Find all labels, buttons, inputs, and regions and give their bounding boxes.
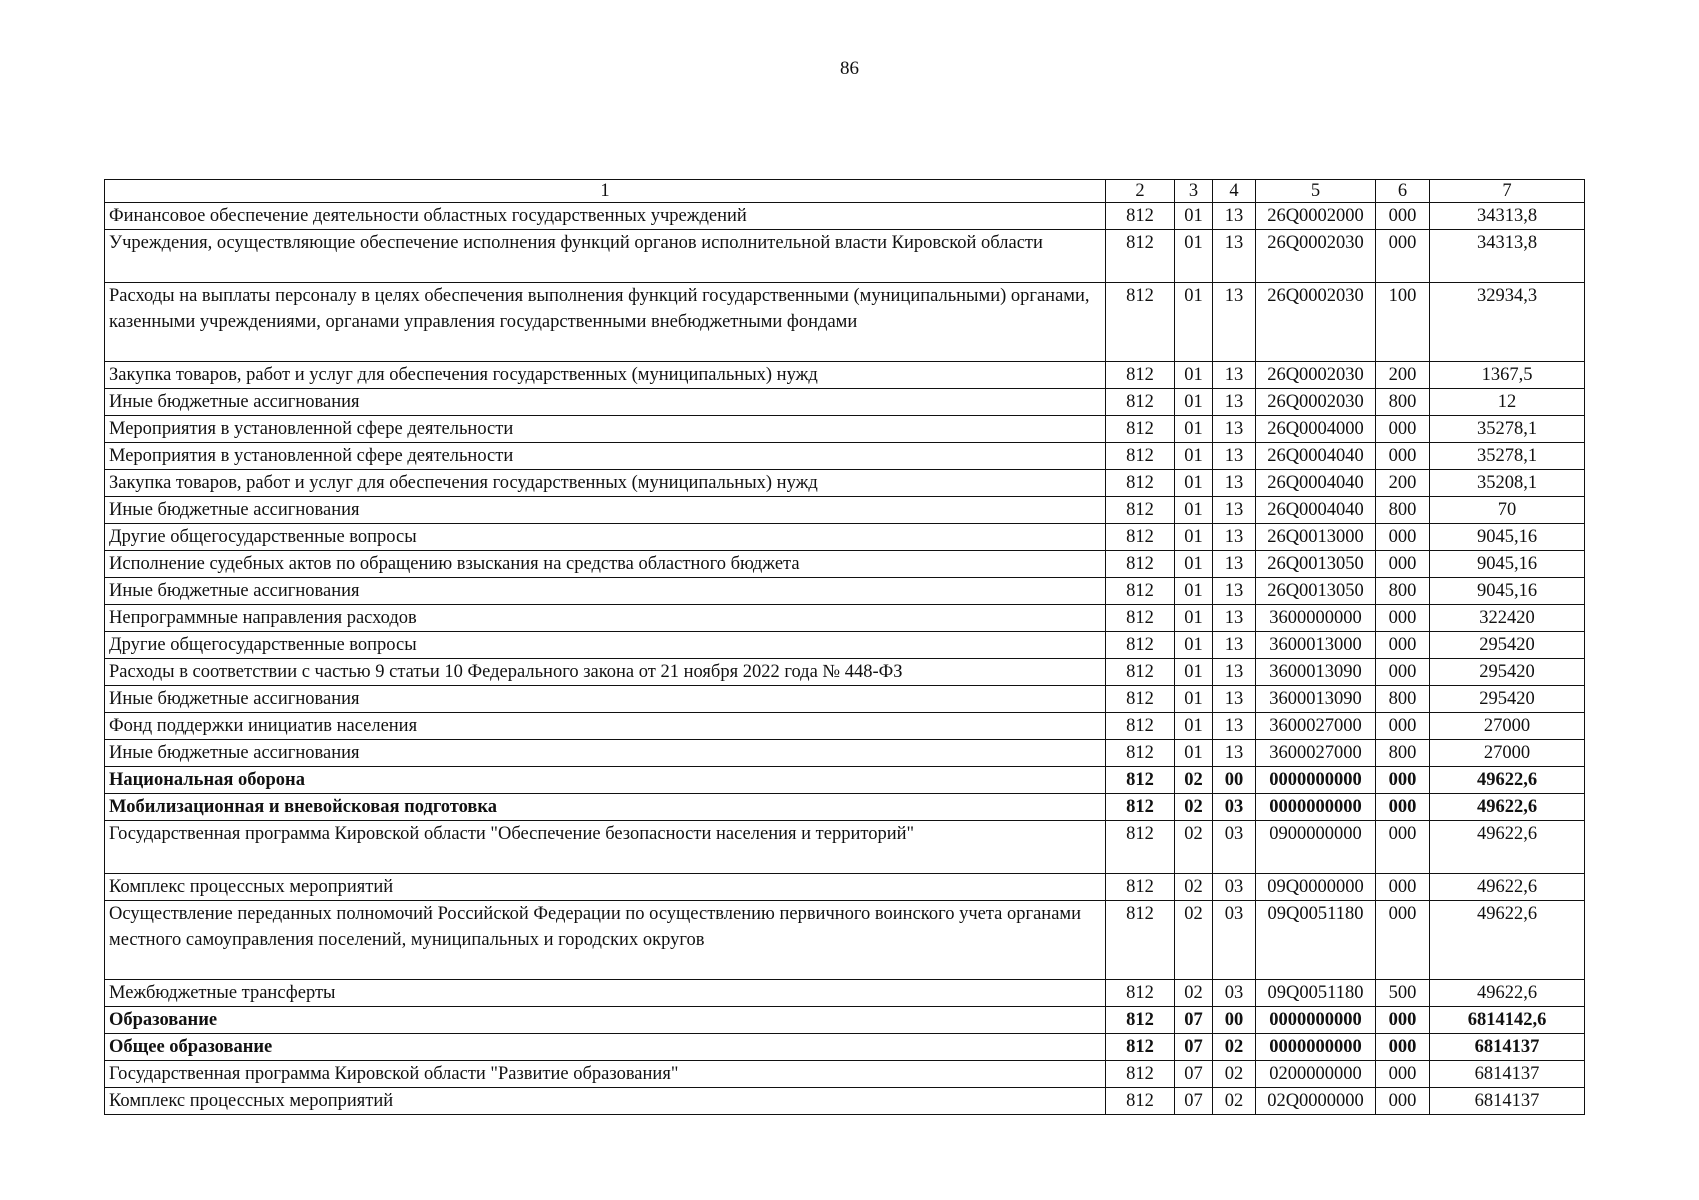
row-amount-cell: 12	[1430, 389, 1585, 416]
row-section-cell: 01	[1175, 443, 1213, 470]
row-subsection-cell: 13	[1213, 497, 1256, 524]
col-header-7: 7	[1430, 180, 1585, 203]
row-admin-code-cell: 812	[1106, 389, 1175, 416]
row-amount-cell: 49622,6	[1430, 901, 1585, 980]
row-expense-type-cell: 000	[1376, 767, 1430, 794]
row-target-article-cell: 26Q0002030	[1256, 362, 1376, 389]
row-amount-cell: 49622,6	[1430, 767, 1585, 794]
row-admin-code-cell: 812	[1106, 1061, 1175, 1088]
row-name-cell: Национальная оборона	[105, 767, 1106, 794]
budget-table	[104, 179, 1585, 1115]
table-row	[105, 767, 1585, 794]
row-target-article-cell: 0000000000	[1256, 1007, 1376, 1034]
row-name-cell: Осуществление переданных полномочий Российской Федерации по осуществлению первичного воинского учета органами местного самоуправления поселений, муниципальных и городских округов	[105, 901, 1106, 980]
row-amount-cell: 9045,16	[1430, 578, 1585, 605]
table-row	[105, 416, 1585, 443]
row-target-article-cell: 09Q0051180	[1256, 901, 1376, 980]
row-subsection-cell: 13	[1213, 605, 1256, 632]
row-target-article-cell: 0000000000	[1256, 1034, 1376, 1061]
row-name-cell: Мероприятия в установленной сфере деятельности	[105, 416, 1106, 443]
row-amount-cell: 295420	[1430, 632, 1585, 659]
row-name-cell: Комплекс процессных мероприятий	[105, 1088, 1106, 1115]
row-expense-type-cell: 000	[1376, 713, 1430, 740]
table-row	[105, 443, 1585, 470]
row-section-cell: 01	[1175, 551, 1213, 578]
table-row	[105, 659, 1585, 686]
row-section-cell: 01	[1175, 713, 1213, 740]
row-name-cell: Межбюджетные трансферты	[105, 980, 1106, 1007]
col-header-5: 5	[1256, 180, 1376, 203]
row-amount-cell: 9045,16	[1430, 524, 1585, 551]
row-subsection-cell: 13	[1213, 713, 1256, 740]
row-subsection-cell: 03	[1213, 821, 1256, 874]
row-name-cell: Учреждения, осуществляющие обеспечение исполнения функций органов исполнительной власти Кировской области	[105, 230, 1106, 283]
row-admin-code-cell: 812	[1106, 416, 1175, 443]
row-subsection-cell: 13	[1213, 632, 1256, 659]
row-subsection-cell: 13	[1213, 362, 1256, 389]
row-expense-type-cell: 000	[1376, 901, 1430, 980]
row-target-article-cell: 26Q0004040	[1256, 470, 1376, 497]
table-row	[105, 1088, 1585, 1115]
row-name-cell: Мобилизационная и вневойсковая подготовка	[105, 794, 1106, 821]
row-name-cell: Фонд поддержки инициатив населения	[105, 713, 1106, 740]
row-name-cell: Исполнение судебных актов по обращению взыскания на средства областного бюджета	[105, 551, 1106, 578]
row-section-cell: 02	[1175, 874, 1213, 901]
row-target-article-cell: 3600013090	[1256, 686, 1376, 713]
row-target-article-cell: 09Q0000000	[1256, 874, 1376, 901]
row-subsection-cell: 03	[1213, 980, 1256, 1007]
row-section-cell: 07	[1175, 1007, 1213, 1034]
row-admin-code-cell: 812	[1106, 1088, 1175, 1115]
row-expense-type-cell: 000	[1376, 1088, 1430, 1115]
row-admin-code-cell: 812	[1106, 686, 1175, 713]
row-expense-type-cell: 000	[1376, 203, 1430, 230]
row-admin-code-cell: 812	[1106, 821, 1175, 874]
table-body	[105, 203, 1585, 1115]
row-expense-type-cell: 800	[1376, 578, 1430, 605]
table-row	[105, 524, 1585, 551]
row-subsection-cell: 13	[1213, 230, 1256, 283]
row-subsection-cell: 13	[1213, 203, 1256, 230]
row-admin-code-cell: 812	[1106, 1034, 1175, 1061]
table-row	[105, 389, 1585, 416]
header-row	[105, 180, 1585, 203]
row-admin-code-cell: 812	[1106, 605, 1175, 632]
row-subsection-cell: 00	[1213, 767, 1256, 794]
row-name-cell: Комплекс процессных мероприятий	[105, 874, 1106, 901]
row-subsection-cell: 13	[1213, 551, 1256, 578]
table-row	[105, 578, 1585, 605]
table-row	[105, 874, 1585, 901]
row-name-cell: Общее образование	[105, 1034, 1106, 1061]
row-expense-type-cell: 800	[1376, 497, 1430, 524]
row-section-cell: 01	[1175, 203, 1213, 230]
table-row	[105, 470, 1585, 497]
row-section-cell: 02	[1175, 980, 1213, 1007]
row-subsection-cell: 13	[1213, 740, 1256, 767]
row-target-article-cell: 3600027000	[1256, 740, 1376, 767]
row-expense-type-cell: 800	[1376, 389, 1430, 416]
row-subsection-cell: 13	[1213, 283, 1256, 362]
row-amount-cell: 295420	[1430, 686, 1585, 713]
row-amount-cell: 49622,6	[1430, 980, 1585, 1007]
table-row	[105, 230, 1585, 283]
row-target-article-cell: 3600027000	[1256, 713, 1376, 740]
row-admin-code-cell: 812	[1106, 578, 1175, 605]
row-subsection-cell: 00	[1213, 1007, 1256, 1034]
row-section-cell: 01	[1175, 389, 1213, 416]
row-section-cell: 07	[1175, 1088, 1213, 1115]
table-row	[105, 605, 1585, 632]
row-name-cell: Расходы на выплаты персоналу в целях обеспечения выполнения функций государственными (муниципальными) органами, казенными учреждениями, органами управления государственными внебюджетными фондами	[105, 283, 1106, 362]
row-amount-cell: 35278,1	[1430, 443, 1585, 470]
row-expense-type-cell: 000	[1376, 443, 1430, 470]
row-admin-code-cell: 812	[1106, 203, 1175, 230]
row-expense-type-cell: 000	[1376, 874, 1430, 901]
row-admin-code-cell: 812	[1106, 1007, 1175, 1034]
row-expense-type-cell: 000	[1376, 1034, 1430, 1061]
row-subsection-cell: 13	[1213, 443, 1256, 470]
table-row	[105, 821, 1585, 874]
table-row	[105, 632, 1585, 659]
row-name-cell: Закупка товаров, работ и услуг для обеспечения государственных (муниципальных) нужд	[105, 362, 1106, 389]
row-expense-type-cell: 000	[1376, 1061, 1430, 1088]
row-expense-type-cell: 800	[1376, 740, 1430, 767]
table-row	[105, 686, 1585, 713]
table-row	[105, 1061, 1585, 1088]
row-name-cell: Иные бюджетные ассигнования	[105, 578, 1106, 605]
row-admin-code-cell: 812	[1106, 443, 1175, 470]
row-admin-code-cell: 812	[1106, 713, 1175, 740]
row-section-cell: 07	[1175, 1034, 1213, 1061]
row-name-cell: Финансовое обеспечение деятельности областных государственных учреждений	[105, 203, 1106, 230]
row-name-cell: Расходы в соответствии с частью 9 статьи 10 Федерального закона от 21 ноября 2022 года № 448-ФЗ	[105, 659, 1106, 686]
row-name-cell: Государственная программа Кировской области "Развитие образования"	[105, 1061, 1106, 1088]
row-admin-code-cell: 812	[1106, 470, 1175, 497]
row-expense-type-cell: 500	[1376, 980, 1430, 1007]
row-amount-cell: 32934,3	[1430, 283, 1585, 362]
table-row	[105, 1034, 1585, 1061]
row-name-cell: Иные бюджетные ассигнования	[105, 389, 1106, 416]
row-name-cell: Другие общегосударственные вопросы	[105, 524, 1106, 551]
row-target-article-cell: 26Q0002030	[1256, 283, 1376, 362]
row-amount-cell: 35208,1	[1430, 470, 1585, 497]
row-section-cell: 01	[1175, 416, 1213, 443]
row-target-article-cell: 26Q0013050	[1256, 578, 1376, 605]
row-amount-cell: 49622,6	[1430, 821, 1585, 874]
table-row	[105, 551, 1585, 578]
row-expense-type-cell: 100	[1376, 283, 1430, 362]
row-target-article-cell: 09Q0051180	[1256, 980, 1376, 1007]
row-target-article-cell: 3600013090	[1256, 659, 1376, 686]
row-section-cell: 01	[1175, 686, 1213, 713]
row-target-article-cell: 02Q0000000	[1256, 1088, 1376, 1115]
page-number: 86	[840, 58, 859, 79]
row-target-article-cell: 26Q0002030	[1256, 389, 1376, 416]
row-expense-type-cell: 000	[1376, 524, 1430, 551]
row-expense-type-cell: 000	[1376, 794, 1430, 821]
row-target-article-cell: 26Q0004040	[1256, 443, 1376, 470]
row-admin-code-cell: 812	[1106, 740, 1175, 767]
row-section-cell: 01	[1175, 283, 1213, 362]
row-expense-type-cell: 000	[1376, 230, 1430, 283]
row-admin-code-cell: 812	[1106, 874, 1175, 901]
row-expense-type-cell: 000	[1376, 551, 1430, 578]
row-section-cell: 01	[1175, 524, 1213, 551]
row-amount-cell: 6814137	[1430, 1034, 1585, 1061]
row-name-cell: Иные бюджетные ассигнования	[105, 686, 1106, 713]
row-section-cell: 01	[1175, 578, 1213, 605]
row-target-article-cell: 0000000000	[1256, 794, 1376, 821]
col-header-1: 1	[105, 180, 1106, 203]
row-target-article-cell: 0200000000	[1256, 1061, 1376, 1088]
row-name-cell: Образование	[105, 1007, 1106, 1034]
row-amount-cell: 6814142,6	[1430, 1007, 1585, 1034]
table-row	[105, 713, 1585, 740]
row-subsection-cell: 02	[1213, 1061, 1256, 1088]
row-subsection-cell: 02	[1213, 1088, 1256, 1115]
row-target-article-cell: 3600000000	[1256, 605, 1376, 632]
row-subsection-cell: 13	[1213, 659, 1256, 686]
row-section-cell: 01	[1175, 362, 1213, 389]
table-row	[105, 283, 1585, 362]
row-subsection-cell: 13	[1213, 686, 1256, 713]
row-section-cell: 01	[1175, 230, 1213, 283]
row-subsection-cell: 13	[1213, 416, 1256, 443]
table-row	[105, 980, 1585, 1007]
row-section-cell: 01	[1175, 659, 1213, 686]
row-target-article-cell: 0000000000	[1256, 767, 1376, 794]
row-amount-cell: 9045,16	[1430, 551, 1585, 578]
row-admin-code-cell: 812	[1106, 524, 1175, 551]
row-amount-cell: 35278,1	[1430, 416, 1585, 443]
row-target-article-cell: 26Q0004040	[1256, 497, 1376, 524]
row-expense-type-cell: 800	[1376, 686, 1430, 713]
row-admin-code-cell: 812	[1106, 362, 1175, 389]
row-amount-cell: 49622,6	[1430, 794, 1585, 821]
row-admin-code-cell: 812	[1106, 980, 1175, 1007]
row-target-article-cell: 3600013000	[1256, 632, 1376, 659]
row-admin-code-cell: 812	[1106, 230, 1175, 283]
row-subsection-cell: 03	[1213, 901, 1256, 980]
row-amount-cell: 34313,8	[1430, 203, 1585, 230]
row-target-article-cell: 26Q0004000	[1256, 416, 1376, 443]
row-section-cell: 02	[1175, 767, 1213, 794]
col-header-2: 2	[1106, 180, 1175, 203]
table-row	[105, 1007, 1585, 1034]
row-amount-cell: 1367,5	[1430, 362, 1585, 389]
row-amount-cell: 6814137	[1430, 1061, 1585, 1088]
row-name-cell: Мероприятия в установленной сфере деятельности	[105, 443, 1106, 470]
row-expense-type-cell: 000	[1376, 605, 1430, 632]
col-header-4: 4	[1213, 180, 1256, 203]
row-section-cell: 01	[1175, 632, 1213, 659]
row-amount-cell: 322420	[1430, 605, 1585, 632]
row-target-article-cell: 26Q0013050	[1256, 551, 1376, 578]
row-name-cell: Непрограммные направления расходов	[105, 605, 1106, 632]
row-expense-type-cell: 000	[1376, 659, 1430, 686]
row-expense-type-cell: 200	[1376, 470, 1430, 497]
row-subsection-cell: 13	[1213, 389, 1256, 416]
row-name-cell: Иные бюджетные ассигнования	[105, 497, 1106, 524]
row-section-cell: 01	[1175, 605, 1213, 632]
row-subsection-cell: 13	[1213, 524, 1256, 551]
row-admin-code-cell: 812	[1106, 794, 1175, 821]
row-section-cell: 02	[1175, 901, 1213, 980]
row-amount-cell: 27000	[1430, 713, 1585, 740]
row-name-cell: Другие общегосударственные вопросы	[105, 632, 1106, 659]
row-admin-code-cell: 812	[1106, 551, 1175, 578]
row-section-cell: 02	[1175, 821, 1213, 874]
row-target-article-cell: 26Q0002000	[1256, 203, 1376, 230]
row-expense-type-cell: 000	[1376, 632, 1430, 659]
row-amount-cell: 6814137	[1430, 1088, 1585, 1115]
col-header-3: 3	[1175, 180, 1213, 203]
table-row	[105, 740, 1585, 767]
row-expense-type-cell: 000	[1376, 416, 1430, 443]
row-admin-code-cell: 812	[1106, 659, 1175, 686]
row-section-cell: 01	[1175, 740, 1213, 767]
table-row	[105, 362, 1585, 389]
row-amount-cell: 295420	[1430, 659, 1585, 686]
row-admin-code-cell: 812	[1106, 632, 1175, 659]
row-subsection-cell: 03	[1213, 794, 1256, 821]
row-target-article-cell: 0900000000	[1256, 821, 1376, 874]
row-name-cell: Государственная программа Кировской области "Обеспечение безопасности населения и территорий"	[105, 821, 1106, 874]
row-subsection-cell: 02	[1213, 1034, 1256, 1061]
row-name-cell: Иные бюджетные ассигнования	[105, 740, 1106, 767]
row-expense-type-cell: 200	[1376, 362, 1430, 389]
table-row	[105, 203, 1585, 230]
row-admin-code-cell: 812	[1106, 767, 1175, 794]
row-subsection-cell: 03	[1213, 874, 1256, 901]
row-target-article-cell: 26Q0013000	[1256, 524, 1376, 551]
row-admin-code-cell: 812	[1106, 901, 1175, 980]
table-row	[105, 901, 1585, 980]
row-amount-cell: 27000	[1430, 740, 1585, 767]
col-header-6: 6	[1376, 180, 1430, 203]
row-admin-code-cell: 812	[1106, 497, 1175, 524]
row-section-cell: 02	[1175, 794, 1213, 821]
row-section-cell: 01	[1175, 470, 1213, 497]
row-amount-cell: 34313,8	[1430, 230, 1585, 283]
table-row	[105, 794, 1585, 821]
row-admin-code-cell: 812	[1106, 283, 1175, 362]
row-expense-type-cell: 000	[1376, 821, 1430, 874]
row-expense-type-cell: 000	[1376, 1007, 1430, 1034]
row-target-article-cell: 26Q0002030	[1256, 230, 1376, 283]
row-section-cell: 07	[1175, 1061, 1213, 1088]
row-section-cell: 01	[1175, 497, 1213, 524]
row-amount-cell: 49622,6	[1430, 874, 1585, 901]
row-name-cell: Закупка товаров, работ и услуг для обеспечения государственных (муниципальных) нужд	[105, 470, 1106, 497]
table-row	[105, 497, 1585, 524]
row-subsection-cell: 13	[1213, 470, 1256, 497]
row-amount-cell: 70	[1430, 497, 1585, 524]
row-subsection-cell: 13	[1213, 578, 1256, 605]
